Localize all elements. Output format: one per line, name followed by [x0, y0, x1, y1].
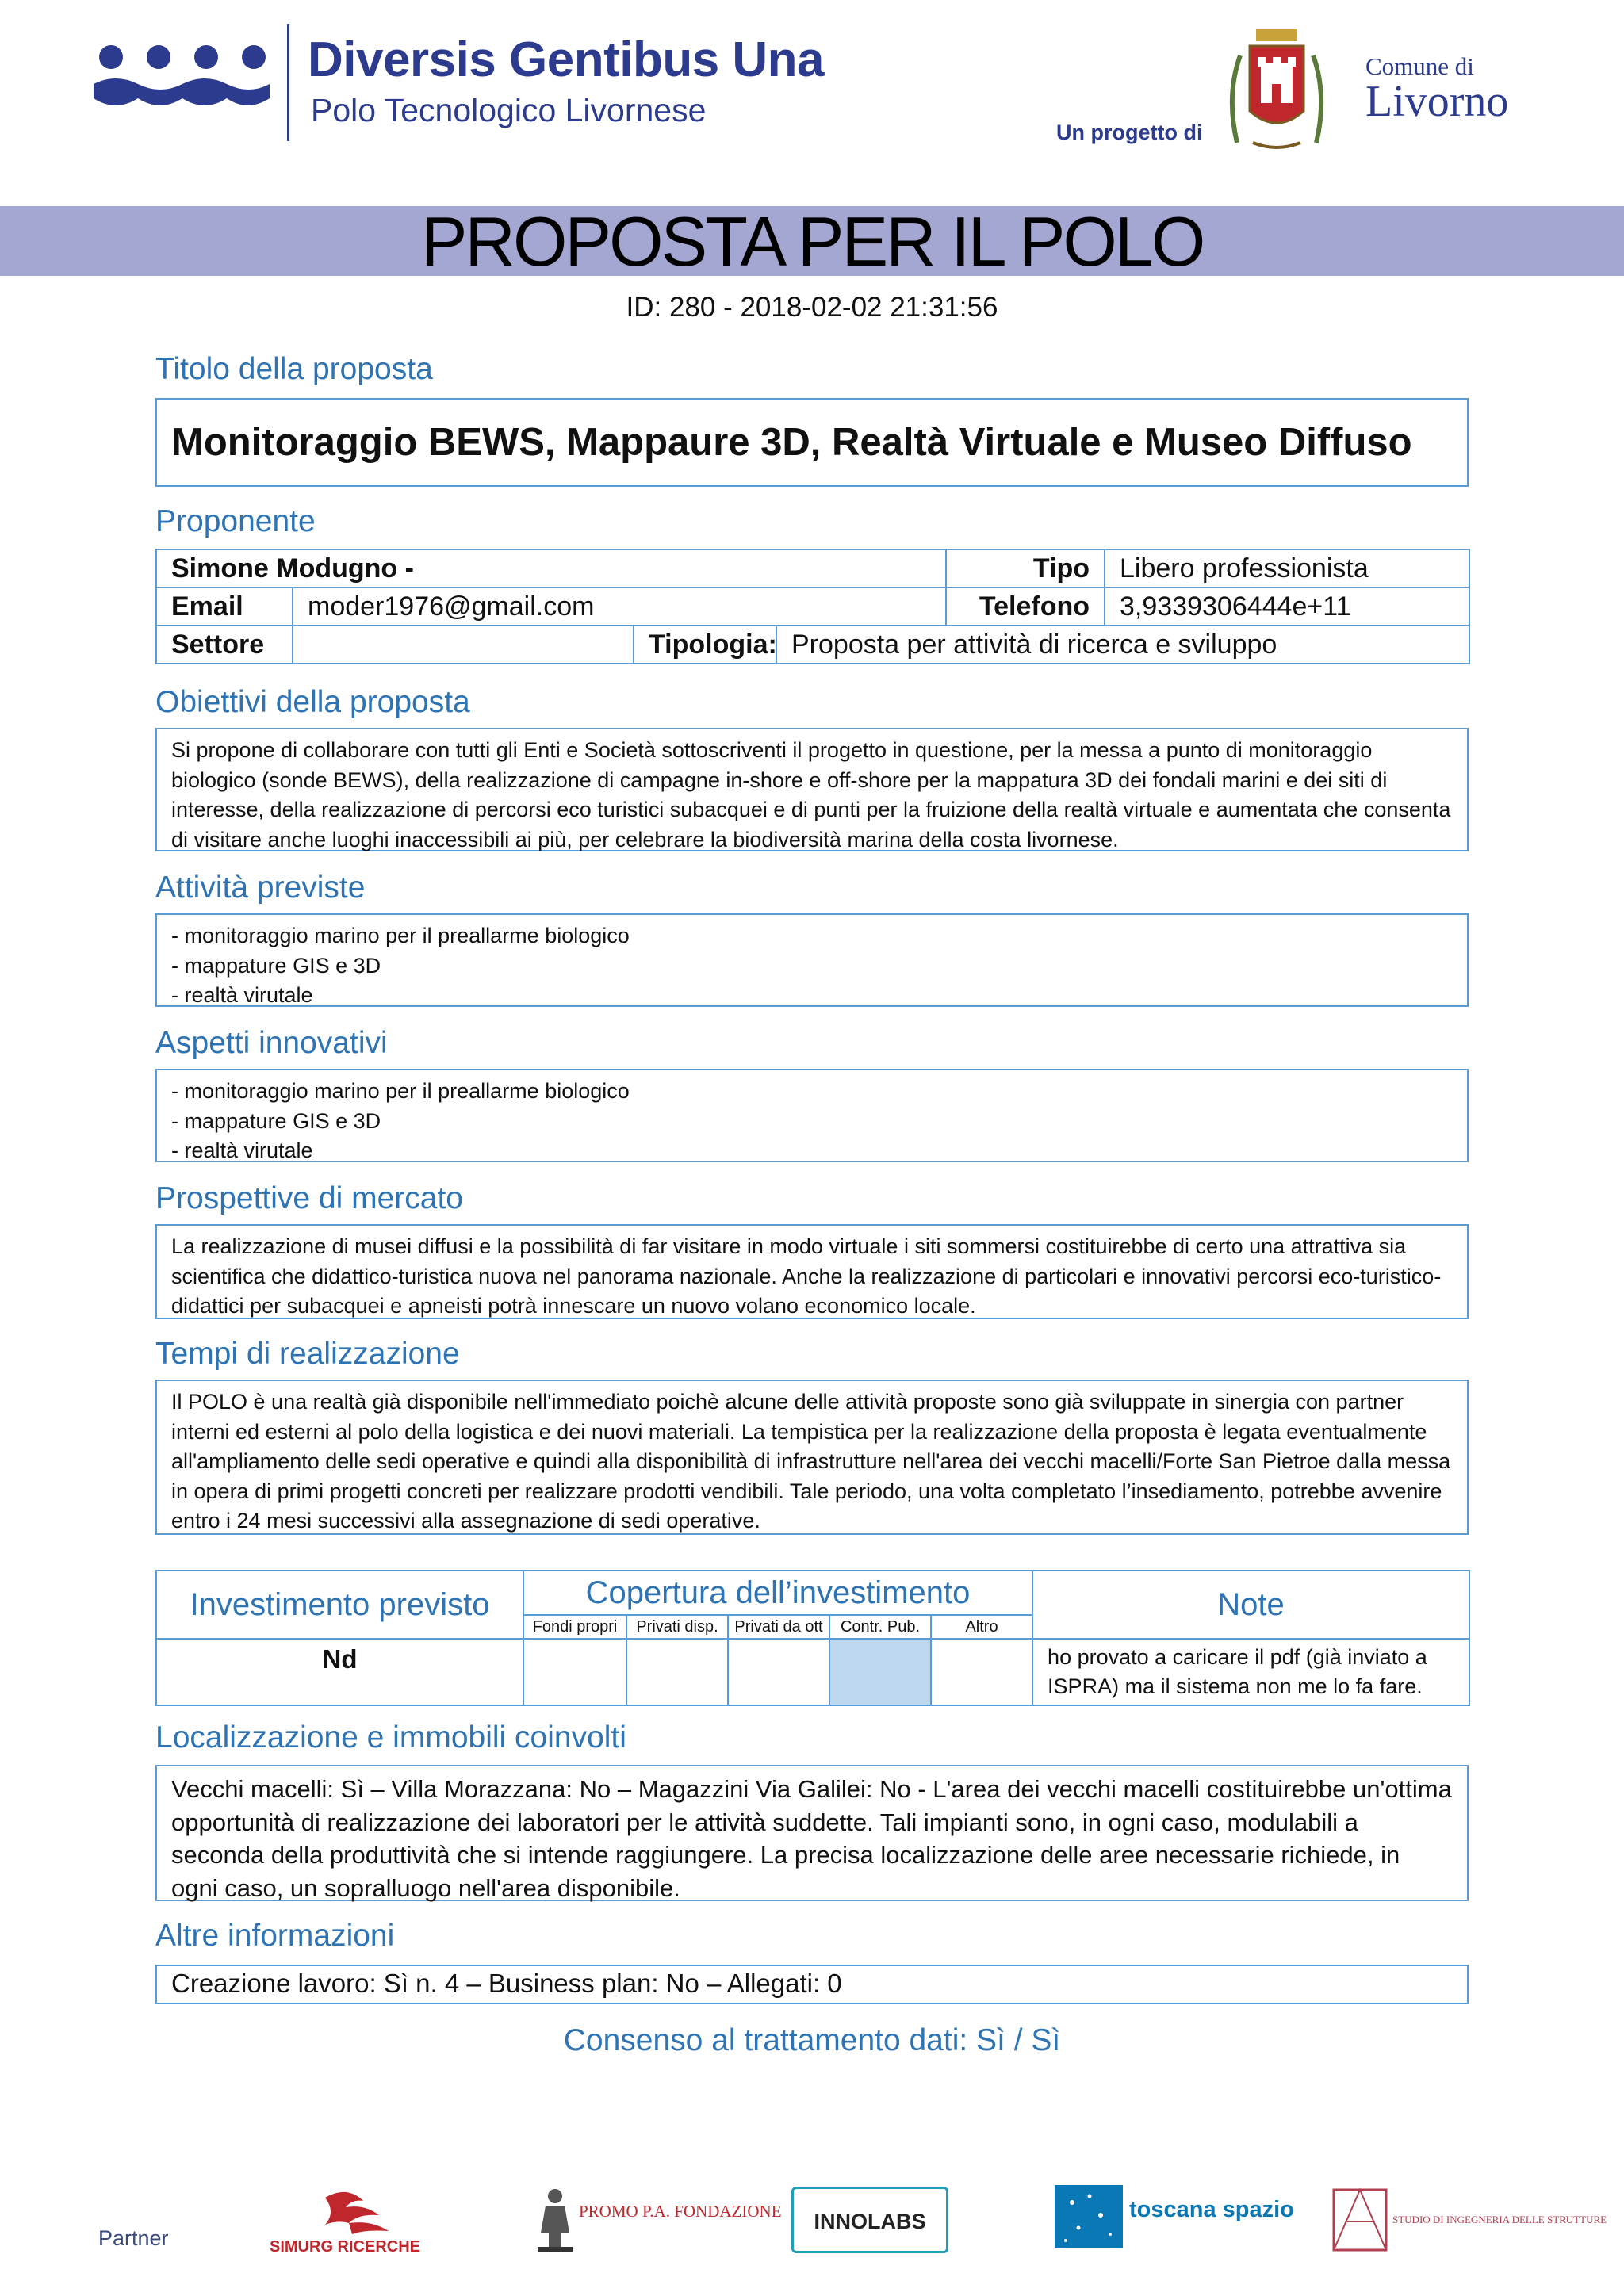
aspetti-list [157, 1070, 1467, 1173]
titolo-value: Monitoraggio BEWS, Mappaure 3D, Realtà Virtuale e Museo Diffuso [171, 421, 1412, 464]
promopa-logo [533, 2183, 782, 2255]
proposal-id: ID: 280 - 2018-02-02 21:31:56 [626, 292, 998, 323]
toscanaspazio-text: toscana spazio [1129, 2197, 1294, 2222]
obiettivi-text: Si propone di collaborare con tutti gli Enti e Società sottoscriventi il progetto in questione, per la messa a punto di monitoraggio biologico (sonde BEWS), della realizzazione di campagne in-shore e off-shore per la mappatura 3D dei fondali marini e dei siti di interesse, della realizzazione di percorsi eco turistici subacquei e di punti per la fruizione della realtà virtuale e aumentata che consenta di visitare anche luoghi inaccessibili ai più, per celebrare la biodiversità marina della costa livornese. [171, 738, 1451, 851]
obiettivi-heading: Obiettivi della proposta [155, 685, 470, 719]
altro-cell [931, 1639, 1032, 1705]
titolo-box [155, 398, 1469, 487]
mercato-heading: Prospettive di mercato [155, 1181, 464, 1215]
settore-label: Settore [156, 626, 293, 664]
logo-divider [287, 24, 289, 141]
altre-heading: Altre informazioni [155, 1919, 395, 1953]
privati-disp-label: Privati disp. [626, 1615, 728, 1639]
proponente-table [155, 549, 1470, 664]
localizzazione-box [155, 1765, 1469, 1901]
attivita-heading: Attività previste [155, 871, 366, 905]
proponente-row-contact [156, 587, 1469, 626]
tempi-heading: Tempi di realizzazione [155, 1337, 460, 1371]
contr-pub-label: Contr. Pub. [829, 1615, 931, 1639]
toscanaspazio-star-icon [1055, 2179, 1294, 2255]
list-item: - mappature GIS e 3D [171, 953, 381, 978]
fondi-propri-label: Fondi propri [523, 1615, 626, 1639]
proponente-heading: Proponente [155, 504, 316, 538]
email-value: moder1976@gmail.com [293, 587, 946, 626]
list-item: - monitoraggio marino per il preallarme biologico [171, 1079, 630, 1103]
tipologia-label-cell [634, 626, 776, 664]
localizzazione-heading: Localizzazione e immobili coinvolti [155, 1720, 626, 1755]
mercato-text: La realizzazione di musei diffusi e la possibilità di far visitare in modo virtuale i siti sommersi costituirebbe di certo una attrattiva sia scientifica che didattico-turistica nuova nel panorama nazionale. Anche la realizzazione di particolari e innovativi percorsi eco-turistico-didattici per subacquei e apneisti potrà innescare un nuovo volano economico locale. [171, 1234, 1442, 1318]
aspetti-box [155, 1069, 1469, 1162]
privati-disp-cell [626, 1639, 728, 1705]
investimento-heading: Investimento previsto [156, 1571, 523, 1639]
polo-logo-icon [94, 40, 270, 127]
list-item: - monitoraggio marino per il preallarme biologico [171, 924, 630, 947]
note-heading: Note [1032, 1571, 1469, 1639]
tipologia-label: Tipologia: [649, 629, 777, 660]
promopa-text: PROMO P.A. FONDAZIONE [579, 2202, 782, 2221]
simurg-logo [270, 2183, 425, 2260]
localizzazione-text: Vecchi macelli: Sì – Villa Morazzana: No – Magazzini Via Galilei: No - L'area dei vecchi macelli costituirebbe un'ottima opportunità di realizzazione dei laboratori per le attività suddette. Tali impianti sono, in ogni caso, modulabili a seconda della produttività che si intende raggiungere. La precisa localizzazione delle aree necessarie richiede, in ogni caso, un sopralluogo nell'area disponibile. [171, 1775, 1452, 1902]
proponente-row-name [156, 549, 1469, 587]
telefono-label: Telefono [946, 587, 1105, 626]
investimento-note: ho provato a caricare il pdf (già inviato a ISPRA) ma il sistema non me lo fa fare. [1032, 1639, 1469, 1705]
promopa-figure-icon [533, 2183, 782, 2255]
list-item: - mappature GIS e 3D [171, 1108, 381, 1133]
tipo-value: Libero professionista [1105, 549, 1469, 587]
obiettivi-box [155, 728, 1469, 851]
contr-pub-cell [829, 1639, 931, 1705]
proponente-name: Simone Modugno - [156, 549, 946, 587]
simurg-text: SIMURG RICERCHE [270, 2238, 421, 2256]
page-header [0, 0, 1624, 206]
studio-ingegneria-mark-icon [1332, 2187, 1607, 2253]
list-item: - realtà virutale [171, 983, 313, 1007]
altre-text: Creazione lavoro: Sì n. 4 – Business plan: No – Allegati: 0 [171, 1969, 842, 1998]
toscanaspazio-logo [1055, 2179, 1294, 2255]
investimento-table [155, 1570, 1470, 1706]
studio-ingegneria-text: STUDIO DI INGEGNERIA DELLE STRUTTURE [1392, 2214, 1607, 2225]
page-title: PROPOSTA PER IL POLO [420, 202, 1204, 281]
tipo-label: Tipo [946, 549, 1105, 587]
project-label: Un progetto di [1056, 121, 1203, 144]
aspetti-heading: Aspetti innovativi [155, 1026, 388, 1060]
settore-value [293, 626, 634, 664]
investimento-value: Nd [156, 1639, 523, 1705]
tempi-box [155, 1380, 1469, 1535]
city-name: Livorno [1365, 77, 1509, 126]
privati-ott-cell [728, 1639, 829, 1705]
fondi-propri-cell [523, 1639, 626, 1705]
attivita-list [157, 915, 1467, 1017]
telefono-value: 3,9339306444e+11 [1105, 587, 1469, 626]
consenso-line: Consenso al trattamento dati: Sì / Sì [563, 2023, 1061, 2057]
brand-subtitle: Polo Tecnologico Livornese [311, 92, 707, 128]
investimento-value-row [156, 1639, 1469, 1705]
email-label: Email [156, 587, 293, 626]
proponente-row-settore [156, 626, 1469, 664]
tempi-text: Il POLO è una realtà già disponibile nell'immediato poichè alcune delle attività proposte sono già sviluppate in sinergia con partner interni ed esterni al polo della logistica e dei nuovi materiali. La tempistica per la realizzazione della proposta è legata eventualmente all'ampliamento delle sedi operative e quindi alla disponibilità di infrastrutture nell'area dei vecchi macelli/Forte San Pietroe dalla messa in opera di primi progetti concreti per realizzare prodotti vendibili. Tale periodo, una volta completato l’insediamento, potrebbe avvenire entro i 24 mesi successivi alla assegnazione di sedi operative. [171, 1390, 1451, 1533]
simurg-bird-icon [270, 2183, 425, 2260]
studio-ingegneria-logo [1332, 2187, 1607, 2253]
copertura-heading: Copertura dell’investimento [523, 1571, 1032, 1615]
mercato-box [155, 1224, 1469, 1319]
privati-ott-label: Privati da ott [728, 1615, 829, 1639]
attivita-box [155, 913, 1469, 1007]
investimento-header-row [156, 1571, 1469, 1615]
livorno-crest-icon [1221, 24, 1332, 159]
brand-title: Diversis Gentibus Una [308, 33, 825, 87]
altro-label: Altro [931, 1615, 1032, 1639]
list-item: - realtà virutale [171, 1138, 313, 1162]
innolabs-mark-icon [794, 2189, 946, 2251]
titolo-heading: Titolo della proposta [155, 352, 433, 386]
comune-di-label: Comune di [1365, 52, 1474, 80]
partner-label: Partner [98, 2226, 169, 2250]
innolabs-logo [791, 2187, 948, 2253]
innolabs-text: INNOLABS [814, 2210, 926, 2233]
tipologia-value: Proposta per attività di ricerca e sviluppo [776, 626, 1469, 664]
altre-box [155, 1965, 1469, 2004]
